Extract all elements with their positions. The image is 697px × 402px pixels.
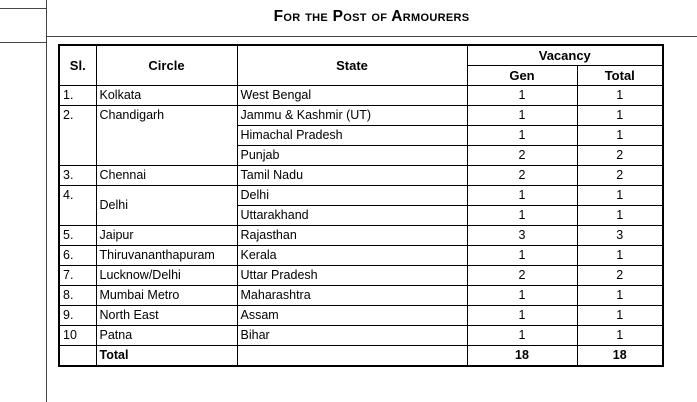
cell-gen: 2 [467,146,577,166]
cell-sl: 10 [59,326,96,346]
cell-state: Assam [237,306,467,326]
cell-circle: Mumbai Metro [96,286,237,306]
cell-sl: 5. [59,226,96,246]
frame-line-mid [0,42,46,43]
table-row [59,106,663,126]
table-row [59,306,663,326]
cell-state: Tamil Nadu [237,166,467,186]
cell-sl: 6. [59,246,96,266]
total-total: 18 [577,346,663,367]
table-row [59,246,663,266]
cell-circle: Patna [96,326,237,346]
cell-total: 2 [577,166,663,186]
cell-circle: Chandigarh [96,106,237,166]
total-row [59,346,663,367]
cell-total: 1 [577,86,663,106]
cell-total: 1 [577,286,663,306]
cell-total: 1 [577,306,663,326]
cell-gen: 1 [467,126,577,146]
table-row [59,166,663,186]
cell-gen: 1 [467,206,577,226]
cell-state: Uttar Pradesh [237,266,467,286]
title-rule [46,36,697,37]
cell-state: West Bengal [237,86,467,106]
cell-gen: 1 [467,186,577,206]
header-state: State [237,45,467,86]
cell-state: Jammu & Kashmir (UT) [237,106,467,126]
cell-total: 1 [577,186,663,206]
cell-gen: 2 [467,166,577,186]
cell-sl: 1. [59,86,96,106]
cell-total: 2 [577,266,663,286]
header-total: Total [577,66,663,86]
cell-gen: 3 [467,226,577,246]
cell-gen: 1 [467,326,577,346]
cell-gen: 1 [467,286,577,306]
cell-total: 1 [577,106,663,126]
header-gen: Gen [467,66,577,86]
cell-circle: North East [96,306,237,326]
cell-total: 1 [577,326,663,346]
cell-total: 1 [577,206,663,226]
cell-circle: Kolkata [96,86,237,106]
page-title: For the Post of Armourers [273,8,470,25]
cell-circle: Jaipur [96,226,237,246]
cell-state: Himachal Pradesh [237,126,467,146]
cell-sl-empty [59,346,96,367]
cell-gen: 2 [467,266,577,286]
cell-circle: Thiruvananthapuram [96,246,237,266]
cell-state: Bihar [237,326,467,346]
cell-gen: 1 [467,106,577,126]
cell-state: Rajasthan [237,226,467,246]
cell-sl: 3. [59,166,96,186]
table-row [59,286,663,306]
frame-line-left [46,0,47,402]
header-sl: Sl. [59,45,96,86]
total-label: Total [96,346,237,367]
cell-state: Punjab [237,146,467,166]
cell-sl: 8. [59,286,96,306]
cell-circle: Delhi [96,186,237,226]
total-gen: 18 [467,346,577,367]
vacancy-table [58,44,664,367]
cell-state: Maharashtra [237,286,467,306]
cell-sl: 9. [59,306,96,326]
table-row [59,266,663,286]
cell-gen: 1 [467,306,577,326]
table-body [59,86,663,367]
cell-state: Kerala [237,246,467,266]
cell-sl: 7. [59,266,96,286]
cell-sl: 4. [59,186,96,226]
cell-total: 1 [577,246,663,266]
cell-total: 2 [577,146,663,166]
header-vacancy: Vacancy [467,45,663,66]
table-row [59,86,663,106]
cell-gen: 1 [467,246,577,266]
cell-circle: Chennai [96,166,237,186]
cell-gen: 1 [467,86,577,106]
cell-total: 1 [577,126,663,146]
cell-total: 3 [577,226,663,246]
cell-state: Delhi [237,186,467,206]
frame-line-top [0,8,46,9]
header-circle: Circle [96,45,237,86]
table-row [59,326,663,346]
cell-state: Uttarakhand [237,206,467,226]
cell-sl: 2. [59,106,96,166]
cell-circle: Lucknow/Delhi [96,266,237,286]
table-row [59,186,663,206]
table-row [59,226,663,246]
cell-state-empty [237,346,467,367]
